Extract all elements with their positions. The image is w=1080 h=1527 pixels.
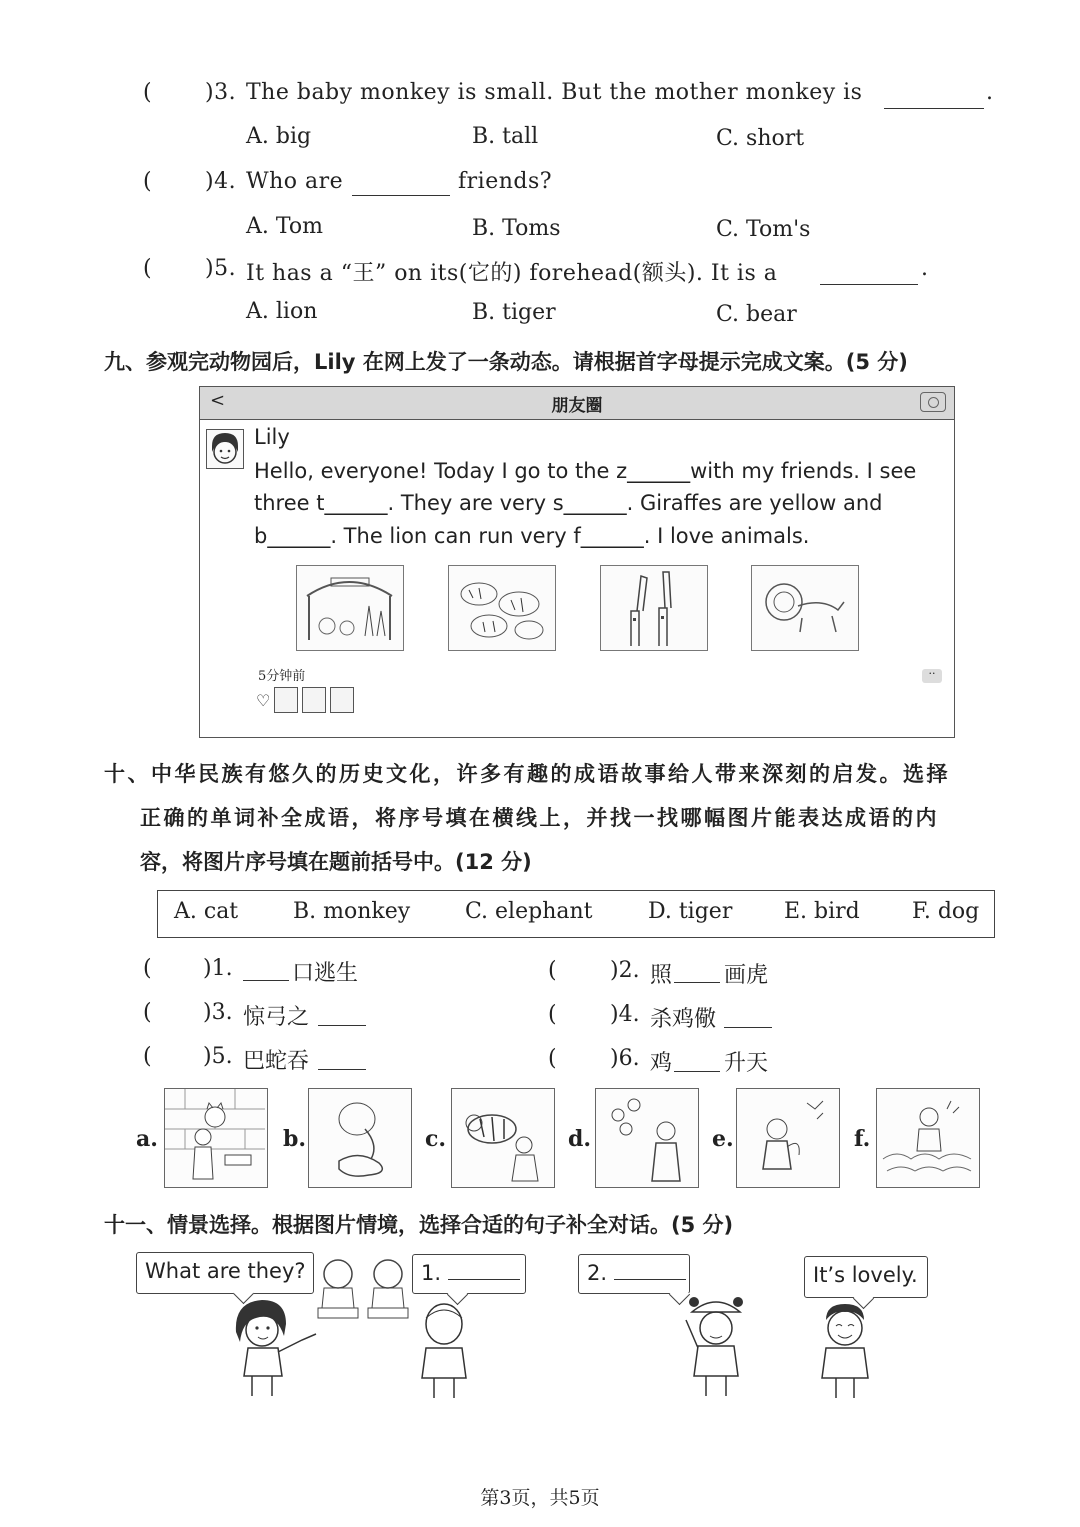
idiom-picture-f	[876, 1088, 980, 1188]
option-c: C. short	[716, 126, 805, 151]
post-time: 5分钟前	[258, 669, 306, 684]
speech-bubble-2	[412, 1254, 526, 1294]
boy-smiling-figure	[810, 1296, 880, 1400]
more-button[interactable]: ··	[922, 669, 942, 683]
avatar	[206, 429, 244, 469]
idiom-blank[interactable]	[674, 960, 720, 983]
question-number: )3.	[205, 80, 237, 105]
dialogue-blank-2[interactable]	[614, 1261, 686, 1280]
idiom-number: )2.	[610, 958, 640, 983]
picture-label-d: d.	[568, 1126, 592, 1152]
question-end: .	[921, 256, 929, 281]
answer-blank[interactable]	[820, 262, 918, 285]
answer-paren[interactable]: (	[143, 1044, 152, 1069]
section-9-heading: 九、参观完动物园后，Lily 在网上发了一条动态。请根据首字母提示完成文案。(5 分)	[104, 350, 908, 374]
answer-paren[interactable]: (	[143, 80, 152, 105]
section-10-heading-line-2: 正确的单词补全成语，将序号填在横线上，并找一找哪幅图片能表达成语的内	[140, 806, 939, 830]
speech-bubble-3	[578, 1254, 690, 1294]
page-number: 第3页，共5页	[480, 1487, 600, 1509]
section-10-heading-line-3: 容，将图片序号填在题前括号中。(12 分)	[140, 850, 532, 874]
idiom-number: )5.	[203, 1044, 233, 1069]
option-b: B. tall	[472, 124, 539, 149]
bubble-text: 2.	[587, 1261, 608, 1285]
giraffes-picture	[600, 565, 708, 651]
idiom-number: )1.	[203, 956, 233, 981]
option-a: A. Tom	[246, 214, 323, 239]
idiom-number: )6.	[610, 1046, 640, 1071]
question-end: .	[986, 80, 994, 105]
idiom-before: 照	[650, 963, 673, 988]
idiom-picture-c	[451, 1088, 555, 1188]
avatar	[330, 687, 354, 713]
post-line-3: b______. The lion can run very f______. I love animals.	[254, 524, 810, 548]
question-end: friends?	[458, 169, 553, 194]
child-panda-hat-figure	[676, 1290, 756, 1400]
option-c: C. Tom's	[716, 217, 811, 242]
idiom-picture-e	[736, 1088, 840, 1188]
idiom-before: 巴蛇吞	[243, 1049, 310, 1074]
moments-panel	[199, 386, 955, 738]
question-text: Who are	[246, 169, 344, 194]
word-option: B. monkey	[293, 899, 411, 924]
option-b: B. Toms	[472, 216, 561, 241]
option-a: A. big	[246, 124, 312, 149]
answer-paren[interactable]: (	[143, 256, 152, 281]
option-b: B. tiger	[472, 300, 556, 325]
idiom-blank[interactable]	[243, 958, 289, 981]
question-text: It has a “王” on its(它的) forehead(额头). It is a	[246, 261, 778, 286]
idiom-after: 口逃生	[292, 961, 359, 986]
post-line-2: three t______. They are very s______. Giraffes are yellow and	[254, 491, 883, 515]
moments-title: 朋友圈	[551, 396, 603, 416]
question-number: )5.	[205, 256, 237, 281]
avatar	[274, 687, 298, 713]
idiom-number: )4.	[610, 1002, 640, 1027]
answer-blank[interactable]	[352, 173, 450, 196]
lion-picture	[751, 565, 859, 651]
camera-icon[interactable]	[920, 392, 946, 412]
word-option: D. tiger	[648, 899, 733, 924]
boy-back-figure	[408, 1296, 484, 1400]
idiom-blank[interactable]	[318, 1003, 366, 1026]
moments-header	[200, 387, 954, 420]
section-10-heading-line-1: 十、中华民族有悠久的历史文化，许多有趣的成语故事给人带来深刻的启发。选择	[104, 762, 950, 786]
answer-blank[interactable]	[884, 86, 984, 109]
girl-pointing-figure	[226, 1292, 326, 1400]
lion-statues-figure	[314, 1254, 414, 1326]
bubble-text: It’s lovely.	[813, 1263, 918, 1287]
picture-label-f: f.	[854, 1126, 871, 1152]
idiom-picture-b	[308, 1088, 412, 1188]
answer-paren[interactable]: (	[548, 958, 557, 983]
idiom-after: 画虎	[724, 963, 769, 988]
idiom-picture-d	[595, 1088, 699, 1188]
zoo-picture	[296, 565, 404, 651]
tigers-picture	[448, 565, 556, 651]
back-icon[interactable]: <	[210, 390, 226, 411]
word-option: C. elephant	[465, 899, 593, 924]
answer-paren[interactable]: (	[143, 1000, 152, 1025]
dialogue-blank-1[interactable]	[448, 1261, 520, 1280]
question-text: The baby monkey is small. But the mother monkey is	[246, 80, 863, 105]
word-bank	[157, 890, 995, 938]
idiom-blank[interactable]	[724, 1005, 772, 1028]
poster-name: Lily	[254, 425, 290, 449]
idiom-before: 惊弓之	[243, 1005, 310, 1030]
picture-label-a: a.	[136, 1126, 158, 1152]
picture-label-e: e.	[712, 1126, 734, 1152]
idiom-blank[interactable]	[318, 1047, 366, 1070]
bubble-text: 1.	[421, 1261, 442, 1285]
idiom-after: 升天	[724, 1051, 769, 1076]
speech-bubble-1	[136, 1252, 314, 1294]
idiom-number: )3.	[203, 1000, 233, 1025]
answer-paren[interactable]: (	[143, 169, 152, 194]
answer-paren[interactable]: (	[143, 956, 152, 981]
girl-face-icon	[207, 430, 243, 468]
idiom-before: 鸡	[650, 1051, 673, 1076]
idiom-blank[interactable]	[674, 1049, 720, 1072]
idiom-before: 杀鸡儆	[650, 1007, 717, 1032]
bubble-text: What are they?	[145, 1259, 306, 1283]
section-11-heading: 十一、情景选择。根据图片情境，选择合适的句子补全对话。(5 分)	[104, 1213, 734, 1237]
answer-paren[interactable]: (	[548, 1002, 557, 1027]
option-c: C. bear	[716, 302, 797, 327]
word-option: A. cat	[174, 899, 239, 924]
answer-paren[interactable]: (	[548, 1046, 557, 1071]
question-number: )4.	[205, 169, 237, 194]
post-line-1: Hello, everyone! Today I go to the z______with my friends. I see	[254, 459, 917, 483]
word-option: E. bird	[784, 899, 860, 924]
picture-label-b: b.	[283, 1126, 307, 1152]
idiom-picture-a	[164, 1088, 268, 1188]
heart-icon[interactable]: ♡	[256, 690, 271, 710]
likes-row	[256, 687, 354, 713]
avatar	[302, 687, 326, 713]
picture-label-c: c.	[425, 1126, 447, 1152]
word-option: F. dog	[912, 899, 980, 924]
option-a: A. lion	[246, 299, 318, 324]
